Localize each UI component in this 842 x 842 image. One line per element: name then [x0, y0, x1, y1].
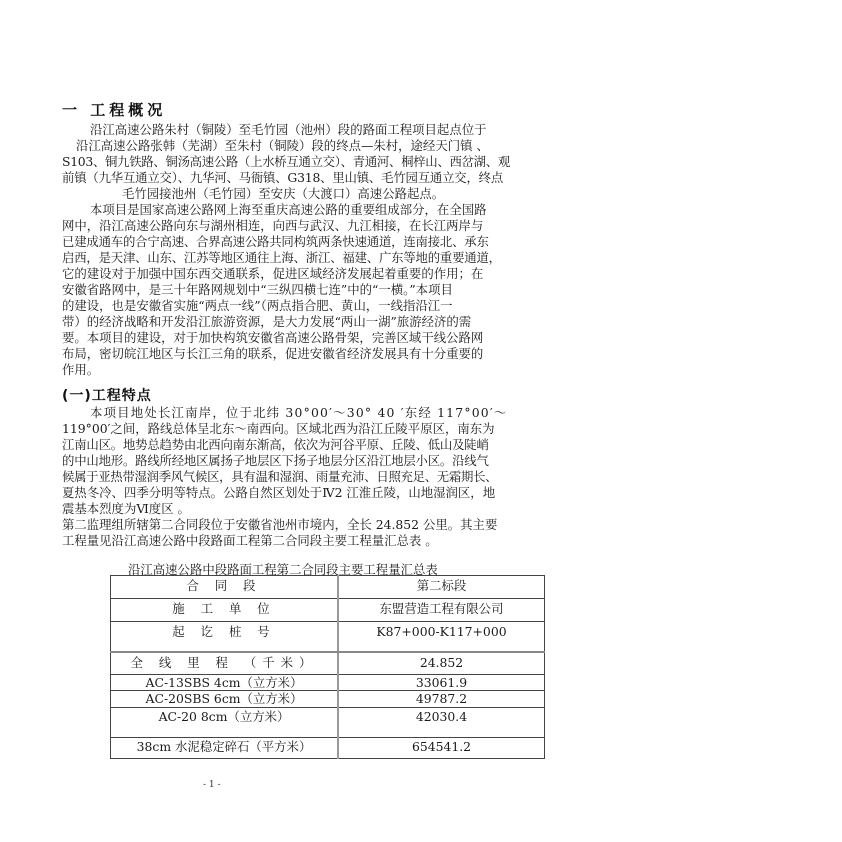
paragraph-line: 119°00′之间，路线总体呈北东～南西向。区域北西为沿江丘陵平原区，南东为 [62, 421, 495, 436]
table-cell-label: 起 讫 桩 号 [111, 622, 339, 653]
table-row [111, 576, 545, 599]
paragraph-line: 第二监理组所辖第二合同段位于安徽省池州市境内，全长 24.852 公里。其主要 [62, 517, 498, 532]
table-row [111, 599, 545, 622]
paragraph-line: 夏热冬冷、四季分明等特点。公路自然区划处于Ⅳ2 江淮丘陵，山地湿润区，地 [62, 485, 496, 500]
paragraph-line: 工程量见沿江高速公路中段路面工程第二合同段主要工程量汇总表 。 [62, 533, 438, 548]
paragraph-line: 安徽省路网中，是三十年路网规划中“三纵四横七连”中的“一横。”本项目 [62, 282, 453, 297]
paragraph-line: 的中山地形。路线所经地区属扬子地层区下扬子地层分区沿江地层小区。沿线气 [62, 453, 489, 468]
table-cell-value: 49787.2 [338, 691, 545, 708]
table-caption: 沿江高速公路中段路面工程第二合同段主要工程量汇总表 [128, 562, 438, 577]
paragraph-line: 它的建设对于加强中国东西交通联系，促进区域经济发展起着重要的作用；在 [62, 266, 484, 281]
paragraph-line: 震基本烈度为Ⅵ度区 。 [62, 501, 190, 516]
paragraph-line: 网中，沿江高速公路向东与湖州相连，向西与武汉、九江相接，在长江两岸与 [62, 218, 484, 233]
paragraph-line: 前镇（九华互通立交）、九华河、马衙镇、G318、里山镇、毛竹园互通立交，终点 [62, 170, 504, 185]
table-cell-label: 全 线 里 程 （千米） [111, 652, 339, 675]
table-cell-label: AC-20SBS 6cm（立方米） [111, 691, 339, 708]
table-cell-value: 33061.9 [338, 675, 545, 691]
paragraph-line: 带）的经济战略和开发沿江旅游资源，是大力发展“两山一湖”旅游经济的需 [62, 314, 472, 329]
table-row [111, 622, 545, 653]
paragraph-line: 毛竹园接池州（毛竹园）至安庆（大渡口）高速公路起点。 [122, 186, 445, 201]
paragraph-line: 候属于亚热带湿润季风气候区，具有温和湿润、雨量充沛、日照充足、无霜期长、 [62, 469, 498, 484]
table-cell-value: 42030.4 [338, 708, 545, 738]
table-row [111, 708, 545, 738]
table-cell-label: 38cm 水泥稳定碎石（平方米） [111, 738, 339, 759]
paragraph-line: 已建成通车的合宁高速、合界高速公路共同构筑两条快速通道，连南接北、承东 [62, 234, 489, 249]
table-row [111, 652, 545, 675]
paragraph-line: 作用。 [62, 362, 100, 377]
paragraph-line: 本项目地处长江南岸，位于北纬 30°00′～30° 40 ′东经 117°00′～ [90, 405, 508, 420]
paragraph-line: 布局，密切皖江地区与长江三角的联系，促进安徽省经济发展具有十分重要的 [62, 346, 484, 361]
table-cell-value: 第二标段 [338, 576, 545, 599]
table-row [111, 691, 545, 708]
paragraph-line: 要。本项目的建设，对于加快构筑安徽省高速公路骨架，完善区域干线公路网 [62, 330, 484, 345]
table-cell-value: 654541.2 [338, 738, 545, 759]
quantity-summary-table [110, 575, 545, 759]
paragraph-line: 本项目是国家高速公路网上海至重庆高速公路的重要组成部分，在全国路 [90, 202, 487, 217]
paragraph-line: S103、铜九铁路、铜汤高速公路（上水桥互通立交）、青通河、桐梓山、西岔湖、观 [62, 154, 510, 169]
paragraph-line: 江南山区。地势总趋势由北西向南东渐高，依次为河谷平原、丘陵、低山及陡峭 [62, 437, 489, 452]
table-cell-label: AC-20 8cm（立方米） [111, 708, 339, 738]
table-cell-label: 合 同 段 [111, 576, 339, 599]
paragraph-line: 的建设，也是安徽省实施“两点一线”（两点指合肥、黄山，一线指沿江一 [62, 298, 453, 313]
paragraph-line: 启西，是天津、山东、江苏等地区通往上海、浙江、福建、广东等地的重要通道， [62, 250, 501, 265]
section-heading-features: (一)工程特点 [62, 388, 152, 404]
section-heading-overview: 一 工程概况 [62, 101, 167, 119]
paragraph-line: 沿江高速公路张韩（芜湖）至朱村（铜陵）段的终点—朱村，途经天门镇 、 [76, 138, 489, 153]
table-cell-label: AC-13SBS 4cm（立方米） [111, 675, 339, 691]
page-number: - 1 - [203, 780, 221, 790]
table-cell-value: 24.852 [338, 652, 545, 675]
table-cell-value: 东盟营造工程有限公司 [338, 599, 545, 622]
table-cell-label: 施 工 单 位 [111, 599, 339, 622]
table-row [111, 738, 545, 759]
paragraph-line: 沿江高速公路朱村（铜陵）至毛竹园（池州）段的路面工程项目起点位于 [90, 122, 487, 137]
table-row [111, 675, 545, 691]
table-cell-value: K87+000-K117+000 [338, 622, 545, 653]
